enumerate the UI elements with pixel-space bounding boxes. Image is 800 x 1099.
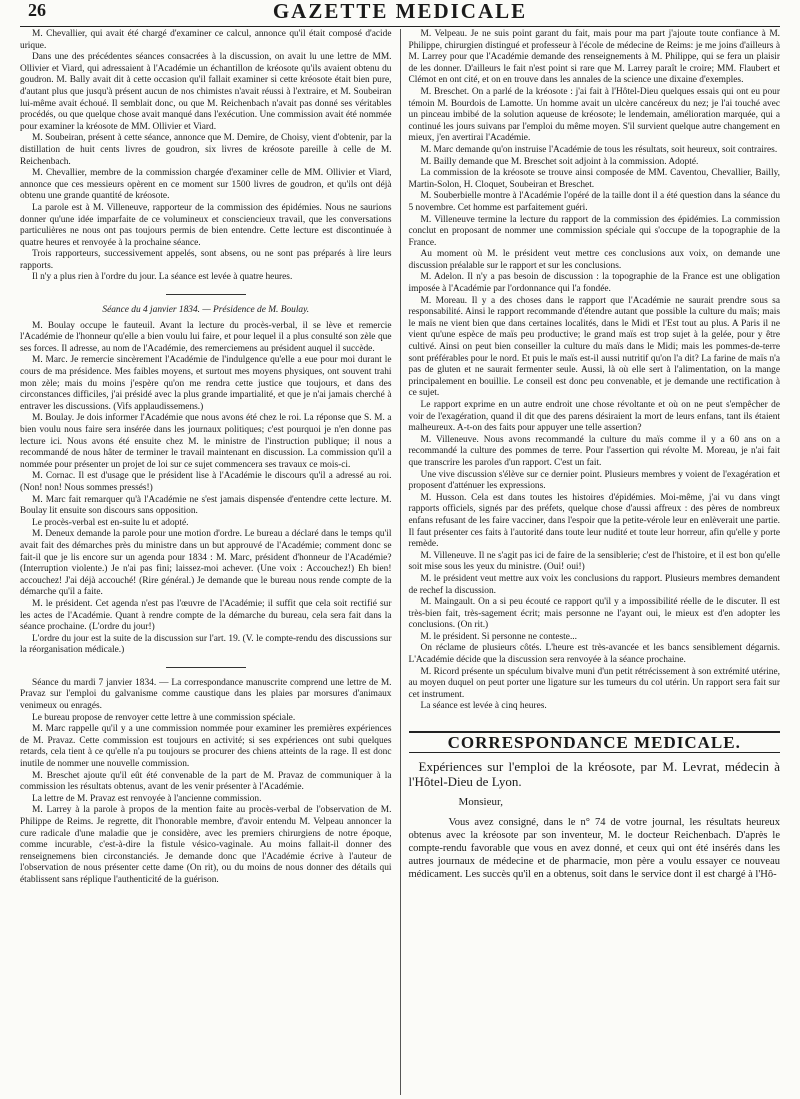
- paragraph: M. Marc. Je remercie sincèrement l'Académie de l'indulgence qu'elle a eue pour moi durant le cours de ma présidence. Mes faibles moyens, et surtout mes moyens physiques, ont souvent trahi mon zèle; mais du moins j'espère qu'on me rendra cette justice que toujours, et dans des circonstances difficiles, j'ai présidé avec la plus grande impartialité, et que je n'ai jamais cherché à entraver les discussions. (Vifs applaudissemens.): [20, 355, 392, 412]
- session-heading: Séance du 4 janvier 1834. — Présidence de M. Boulay.: [102, 305, 310, 316]
- paragraph: M. Ricord présente un spéculum bivalve muni d'un petit rétrécissement à son extrémité utérine, au moyen duquel on peut porter une ligature sur les tumeurs du col utérin. Un rapport sera fait sur cet instrument.: [408, 666, 780, 700]
- paragraph: M. Velpeau. Je ne suis point garant du fait, mais pour ma part j'ajoute toute confiance à M. Philippe, chirurgien distingué et professeur à l'école de médecine de Reims: je me joins d'ailleurs à M. Larrey pour que l'Académie demande des renseignements à M. Philippe, qui se fera un plaisir de les donner. D'ailleurs le fait n'est point si rare que M. Larrey paraît le croire; MM. Flaubert et Clémot en ont cité, et on en trouve dans les annales de la science une dixaine d'exemples.: [408, 29, 780, 86]
- paragraph: La séance est levée à cinq heures.: [420, 701, 547, 712]
- paragraph: M. Soubeiran, présent à cette séance, annonce que M. Demire, de Choisy, vient d'obtenir, par la distillation de huit cents livres de goudron, six livres de kréosote pareille à celle de M. Reichenbach.: [20, 133, 392, 167]
- columns: [20, 29, 780, 1095]
- paragraph: M. Villeneuve. Il ne s'agit pas ici de faire de la sensiblerie; c'est de l'histoire, et il est bon qu'elle soit mise sous les yeux du ministre. (Oui! oui!): [408, 550, 780, 573]
- page-number: 26: [28, 0, 46, 20]
- paragraph: M. Maingault. On a si peu écouté ce rapport qu'il y a impossibilité réelle de le discuter. Il est très-bien fait, très-sagement écrit; mais personne ne l'ayant oui, le mieux est d'en adopter les conclusions. (On rit.): [408, 597, 780, 631]
- paragraph: Il n'y a plus rien à l'ordre du jour. La séance est levée à quatre heures.: [32, 272, 293, 283]
- correspondence-body: Vous avez consigné, dans le n° 74 de votre journal, les résultats heureux obtenus avec la kréosote par son inventeur, M. le docteur Reichenbach. D'après le compte-rendu favorable que vous en avez donné, et ceux qui ont été insérés dans les autres journaux de médecine et de pharmacie, mon père a voulu essayer ce nouveau médicament. Les succès qu'il en a obtenus, soit dans le service dont il est chargé à l'Hô-: [408, 817, 780, 881]
- paragraph: Le rapport exprime en un autre endroit une chose révoltante et où on ne peut s'empêcher de voir de l'exagération, quand il dit que des parens désiraient la mort de leurs enfans, tant ils étaient malheureux. A-t-on des faits pour appuyer une telle assertion?: [408, 400, 780, 434]
- paragraph: Le bureau propose de renvoyer cette lettre à une commission spéciale.: [32, 712, 296, 723]
- paragraph: M. Marc rappelle qu'il y a une commission nommée pour examiner les premières expériences de M. Pravaz. Cette commission est toujours en activité; si ses expériences ont subi quelques retards, cela tient à ce qu'elle n'a pu toujours se procurer des chiens atteints de la rage. Il est donc inutile de nommer une nouvelle commission.: [20, 724, 392, 770]
- left-column: [20, 29, 401, 1095]
- paragraph: M. Chevallier, membre de la commission chargée d'examiner celle de MM. Ollivier et Viard, annonce que ces messieurs opèrent en ce moment sur 1500 livres de goudron, et qu'ils ont déjà obtenu une grande quantité de kréosote.: [20, 168, 392, 202]
- session-heading: Séance du mardi 7 janvier 1834. — La correspondance manuscrite comprend une lettre de M. Pravaz sur l'emploi du galvanisme comme caustique dans les plaies par morsures d'animaux venimeux ou enragés.: [20, 677, 392, 712]
- paragraph: M. Marc fait remarquer qu'à l'Académie ne s'est jamais dispensée d'entendre cette lecture. M. Boulay lit ensuite son discours sans opposition.: [20, 494, 392, 517]
- paragraph: L'ordre du jour est la suite de la discussion sur l'art. 19. (V. le compte-rendu des discussions sur la réorganisation médicale.): [20, 633, 392, 656]
- paragraph: M. Boulay. Je dois informer l'Académie que nous avons été chez le roi. La réponse que S. M. a bien voulu nous faire sera insérée dans les journaux politiques; c'est pourquoi je n'en donne pas lecture ici. Nous avons été ensuite chez M. le ministre de l'instruction publique; il nous a recommandé de nous hâter de terminer le travail maintenant en discussion. La commission qu'il a nommée pour présenter un projet de loi sur ce sujet commencera ses travaux ce mois-ci.: [20, 413, 392, 470]
- paragraph: M. Deneux demande la parole pour une motion d'ordre. Le bureau a déclaré dans le temps qu'il avait fait des démarches près du ministre dans un but approuvé de l'Académie; comment donc se fait-il que je lis encore sur un agenda pour 1834 : M. Marc, président d'honneur de l'Académie? (Interruption violente.) Je n'ai pas fini; laissez-moi achever. (Une voix : Accouchez!) Eh bien! accouchez! J'ai déjà accouché! (Rire général.) Je demande que le bureau nous rende compte de la démarche qu'il a faite.: [20, 529, 392, 598]
- paragraph: Dans une des précédentes séances consacrées à la discussion, on avait lu une lettre de MM. Ollivier et Viard, qui adressaient à l'Académie un échantillon de kréosote qu'ils avaient obtenu du goudron. M. Bally avait dit à cette occasion qu'il fallait examiner si cette kréosote était bien pure, d'autant plus que jusqu'à présent aucun de nos chimistes n'avait réussi à l'extraire, et M. Soubeiran lui-même avait échoué. Il semblait donc, ou que M. Reichenbach n'avait pas donné ses véritables procédés, ou que quelque chose avait manqué dans l'exécution. Une commission avait été nommée pour examiner la kréosote de MM. Ollivier et Viard.: [20, 52, 392, 132]
- paragraph: La parole est à M. Villeneuve, rapporteur de la commission des épidémies. Nous ne saurions donner qu'une idée imparfaite de ce volumineux et consciencieux travail, que les conversations particulières ne nous ont pas toujours permis de bien entendre. Cette lecture est discontinuée à quatre heures et renvoyée à la prochaine séance.: [20, 202, 392, 248]
- paragraph: M. Marc demande qu'on instruise l'Académie de tous les résultats, soit heureux, soit contraires.: [420, 144, 778, 155]
- paragraph: M. Breschet ajoute qu'il eût été convenable de la part de M. Pravaz de communiquer à la commission les résultats obtenus, avant de les venir présenter à l'Académie.: [20, 770, 392, 793]
- paragraph: M. Souberbielle montre à l'Académie l'opéré de la taille dont il a été question dans la séance du 5 novembre. Cet homme est parfaitement guéri.: [408, 191, 780, 213]
- paragraph: M. Villeneuve. Nous avons recommandé la culture du maïs comme il y a 60 ans on a recommandé la culture des pommes de terre. Pour l'assertion qui révolte M. Moreau, je n'ai fait que transcrire les paroles d'un rapport. C'est un fait.: [408, 434, 780, 468]
- paragraph: M. Villeneuve termine la lecture du rapport de la commission des épidémies. La commission conclut en proposant de nommer une commission spéciale qui s'occupe de la topographie de la France.: [408, 214, 780, 248]
- correspondence-subtitle: Expériences sur l'emploi de la kréosote, par M. Levrat, médecin à l'Hôtel-Dieu de Lyon.: [408, 758, 780, 789]
- paragraph: Le procès-verbal est en-suite lu et adopté.: [32, 517, 189, 528]
- paragraph: La commission de la kréosote se trouve ainsi composée de MM. Caventou, Chevallier, Bailly, Martin-Solon, H. Cloquet, Soubeiran et Breschet.: [408, 168, 780, 190]
- paragraph: M. Breschet. On a parlé de la kréosote : j'ai fait à l'Hôtel-Dieu quelques essais qui ont eu pour témoin M. Bourdois de Lamotte. Un homme avait un ulcère cancéreux du nez; je l'ai touché avec un pinceau imbibé de la solution aqueuse de kréosote; le lendemain, amélioration marquée, qui a continué les jours suivans par l'emploi du même moyen. S'il survient quelque autre changement en mieux, j'en avertirai l'Académie.: [408, 86, 780, 144]
- paragraph: M. Moreau. Il y a des choses dans le rapport que l'Académie ne saurait prendre sous sa responsabilité. Ainsi le rapport recommande d'étendre autant que possible la culture du maïs; mais le maïs ne vient bien que dans certaines localités, dans le Midi et l'Est tout au plus. A Paris il ne vient qu'une espèce de maïs peu productive; le grand maïs est trop sujet à la gelée, pour y être cultivé. Ainsi on peut bien conseiller la culture du maïs dans le Midi; mais les pommes-de-terre sont préférables pour le nord. Et puis le maïs est-il aussi nutritif qu'on l'a dit? La farine de maïs n'a pas de gluten et ne saurait fermenter seule. Aussi, là où elle sert à l'alimentation, on la mange principalement en bouillie. Le conseil est donc peu convenable, et je demande une rectification à ce sujet.: [408, 295, 780, 399]
- salutation: Monsieur,: [458, 795, 503, 808]
- paragraph: Trois rapporteurs, successivement appelés, sont absens, ou ne sont pas préparés à lire leurs rapports.: [20, 249, 392, 271]
- paragraph: M. Husson. Cela est dans toutes les histoires d'épidémies. Moi-même, j'ai vu dans vingt rapports officiels, signés par des préfets, quelque chose d'aussi affreux : des pères de nombreux enfans refusant de les faire vacciner, dans l'espoir que la petite-vérole leur en enlèverait une partie. Il faut présenter ces faits à l'autorité dans toute leur nudité et toute leur horreur, afin qu'elle y porte remède.: [408, 492, 780, 550]
- paragraph: M. Chevallier, qui avait été chargé d'examiner ce calcul, annonce qu'il était composé d'acide urique.: [20, 29, 392, 51]
- paragraph: M. Cornac. Il est d'usage que le président lise à l'Académie le discours qu'il a adressé au roi. (Non! non! Nous sommes pressés!): [20, 471, 392, 493]
- section-divider: [166, 294, 246, 295]
- journal-title: GAZETTE MEDICALE: [272, 0, 528, 23]
- paragraph: M. le président. Si personne ne conteste...: [420, 631, 577, 642]
- paragraph: La lettre de M. Pravaz est renvoyée à l'ancienne commission.: [32, 793, 262, 804]
- paragraph: Une vive discussion s'élève sur ce dernier point. Plusieurs membres y voient de l'exagération et proposent d'atténuer les expressions.: [408, 469, 780, 492]
- paragraph: M. le président. Cet agenda n'est pas l'œuvre de l'Académie; il suffit que cela soit rectifié sur les actes de l'Académie. Quant à rendre compte de la démarche du bureau, cela sera fait dans la séance prochaine. (L'ordre du jour!): [20, 598, 392, 633]
- paragraph: M. Bailly demande que M. Breschet soit adjoint à la commission. Adopté.: [420, 156, 699, 167]
- paragraph: M. Boulay occupe le fauteuil. Avant la lecture du procès-verbal, il se lève et remercie l'Académie de l'honneur qu'elle a bien voulu lui faire, et pour lequel il a plus consulté son zèle que ses forces. Il adresse, au nom de l'Académie, des remerciemens au président auquel il succède.: [20, 320, 392, 354]
- paragraph: Au moment où M. le président veut mettre ces conclusions aux voix, on demande une discussion préalable sur le rapport et sur les conclusions.: [408, 249, 780, 271]
- section-divider: [166, 667, 246, 668]
- paragraph: M. Adelon. Il n'y a pas besoin de discussion : la topographie de la France est une obligation imposée à l'Académie par l'ordonnance qui l'a fondée.: [408, 272, 780, 295]
- paragraph: M. le président veut mettre aux voix les conclusions du rapport. Plusieurs membres demandent de rechef la discussion.: [408, 573, 780, 596]
- paragraph: On réclame de plusieurs côtés. L'heure est très-avancée et les bancs sensiblement dégarnis. L'Académie décide que la discussion sera renvoyée à la séance prochaine.: [408, 643, 780, 666]
- page-header: [20, 0, 780, 27]
- paragraph: M. Larrey à la parole à propos de la mention faite au procès-verbal de l'observation de M. Philippe de Reims. Je regrette, dit l'honorable membre, d'avoir entendu M. Velpeau annoncer la cure radicale d'une maladie que je considère, avec les premiers chirurgiens de notre époque, comme incurable, c'est-à-dire la fistule vésico-vaginale. Au moins fallait-il donner des renseignemens bien circonstanciés. Je demande donc que l'Académie écrive à l'auteur de l'observation de nous présenter cette dame (On rit), ou du moins de nous donner des détails qui établissent sans réplique l'authenticité de la guérison.: [20, 805, 392, 885]
- right-column: [401, 29, 781, 1095]
- correspondence-title: CORRESPONDANCE MEDICALE.: [447, 733, 741, 753]
